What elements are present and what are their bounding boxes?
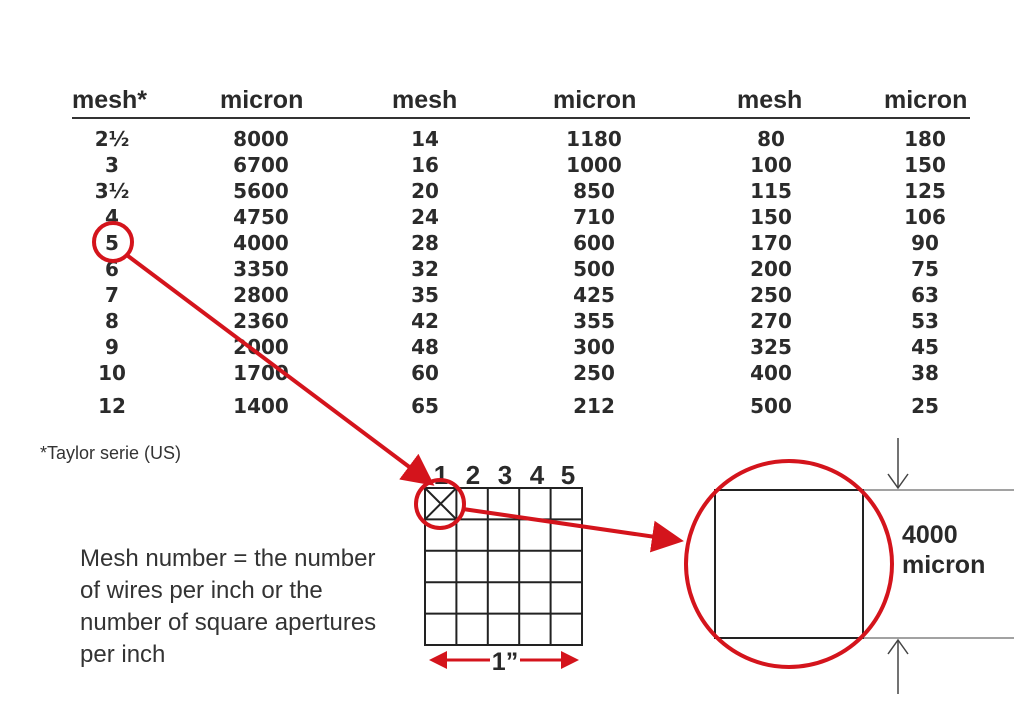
table-cell: 60 [411, 361, 439, 385]
table-cell: 2800 [233, 283, 289, 307]
table-cell: 80 [757, 127, 785, 151]
table-cell: 16 [411, 153, 439, 177]
table-cell: 8 [105, 309, 119, 333]
table-cell: 48 [411, 335, 439, 359]
header-mesh-1: mesh* [72, 86, 148, 114]
table-cell: 6 [105, 257, 119, 281]
mesh-grid [425, 488, 582, 645]
mesh-5-highlight-circle [94, 223, 132, 261]
dimension-arrow-bottom [888, 640, 908, 694]
table-cell: 425 [573, 283, 615, 307]
table-cell: 180 [904, 127, 946, 151]
table-cell: 300 [573, 335, 615, 359]
column-number-4: 4 [529, 460, 545, 490]
table-cell: 75 [911, 257, 939, 281]
table-cell: 9 [105, 335, 119, 359]
table-cell: 20 [411, 179, 439, 203]
header-mesh-2: mesh [392, 86, 458, 114]
table-cell: 14 [411, 127, 439, 151]
table-cell: 4750 [233, 205, 289, 229]
table-cell: 710 [573, 205, 615, 229]
table-cell: 200 [750, 257, 792, 281]
table-cell: 400 [750, 361, 792, 385]
table-cell: 3½ [94, 179, 130, 203]
aperture-size-value: 4000 [902, 521, 958, 549]
table-cell: 5600 [233, 179, 289, 203]
table-cell: 90 [911, 231, 939, 255]
magnified-aperture-square [715, 490, 863, 638]
table-cell: 1400 [233, 394, 289, 418]
table-cell: 42 [411, 309, 439, 333]
table-cell: 1000 [566, 153, 622, 177]
table-cell: 150 [904, 153, 946, 177]
table-cell: 355 [573, 309, 615, 333]
table-cell: 7 [105, 283, 119, 307]
table-cell: 600 [573, 231, 615, 255]
table-cell: 250 [750, 283, 792, 307]
table-cell: 115 [750, 179, 792, 203]
mesh-definition: Mesh number = the number of wires per inch or the number of square apertures per inch [80, 545, 377, 668]
table-cell: 2½ [94, 127, 130, 151]
table-cell: 270 [750, 309, 792, 333]
table-cell: 125 [904, 179, 946, 203]
table-cell: 6700 [233, 153, 289, 177]
table-cell: 150 [750, 205, 792, 229]
table-cell: 3350 [233, 257, 289, 281]
table-cell: 8000 [233, 127, 289, 151]
header-mesh-3: mesh [737, 86, 803, 114]
table-cell: 53 [911, 309, 939, 333]
table-cell: 1700 [233, 361, 289, 385]
table-cell: 212 [573, 394, 615, 418]
table-cell: 65 [411, 394, 439, 418]
table-cell: 63 [911, 283, 939, 307]
table-cell: 2000 [233, 335, 289, 359]
table-cell: 1180 [566, 127, 622, 151]
table-cell: 10 [98, 361, 126, 385]
table-cell: 4 [105, 205, 119, 229]
table-cell: 32 [411, 257, 439, 281]
table-cell: 35 [411, 283, 439, 307]
table-cell: 100 [750, 153, 792, 177]
table-cell: 106 [904, 205, 946, 229]
table-cell: 2360 [233, 309, 289, 333]
table-cell: 325 [750, 335, 792, 359]
table-cell: 38 [911, 361, 939, 385]
table-cell: 500 [573, 257, 615, 281]
header-micron-1: micron [220, 86, 304, 114]
column-number-5: 5 [560, 460, 576, 490]
column-number-2: 2 [465, 460, 481, 490]
table-cell: 170 [750, 231, 792, 255]
table-cell: 850 [573, 179, 615, 203]
table-cell: 25 [911, 394, 939, 418]
arrow-to-magnified-aperture [463, 509, 676, 540]
dimension-arrow-top [888, 438, 908, 488]
header-micron-3: micron [884, 86, 968, 114]
column-number-3: 3 [497, 460, 513, 490]
table-cell: 3 [105, 153, 119, 177]
table-cell: 5 [105, 231, 119, 255]
aperture-size-unit: micron [902, 551, 986, 579]
table-cell: 500 [750, 394, 792, 418]
footnote: *Taylor serie (US) [40, 443, 182, 463]
table-cell: 4000 [233, 231, 289, 255]
arrow-to-grid-cell [128, 256, 428, 481]
one-inch-label: 1” [491, 648, 519, 676]
table-cell: 24 [411, 205, 439, 229]
table-cell: 28 [411, 231, 439, 255]
magnified-aperture-circle [686, 461, 892, 667]
column-number-1: 1 [433, 460, 449, 490]
table-cell: 45 [911, 335, 939, 359]
table-cell: 250 [573, 361, 615, 385]
table-cell: 12 [98, 394, 126, 418]
header-micron-2: micron [553, 86, 637, 114]
